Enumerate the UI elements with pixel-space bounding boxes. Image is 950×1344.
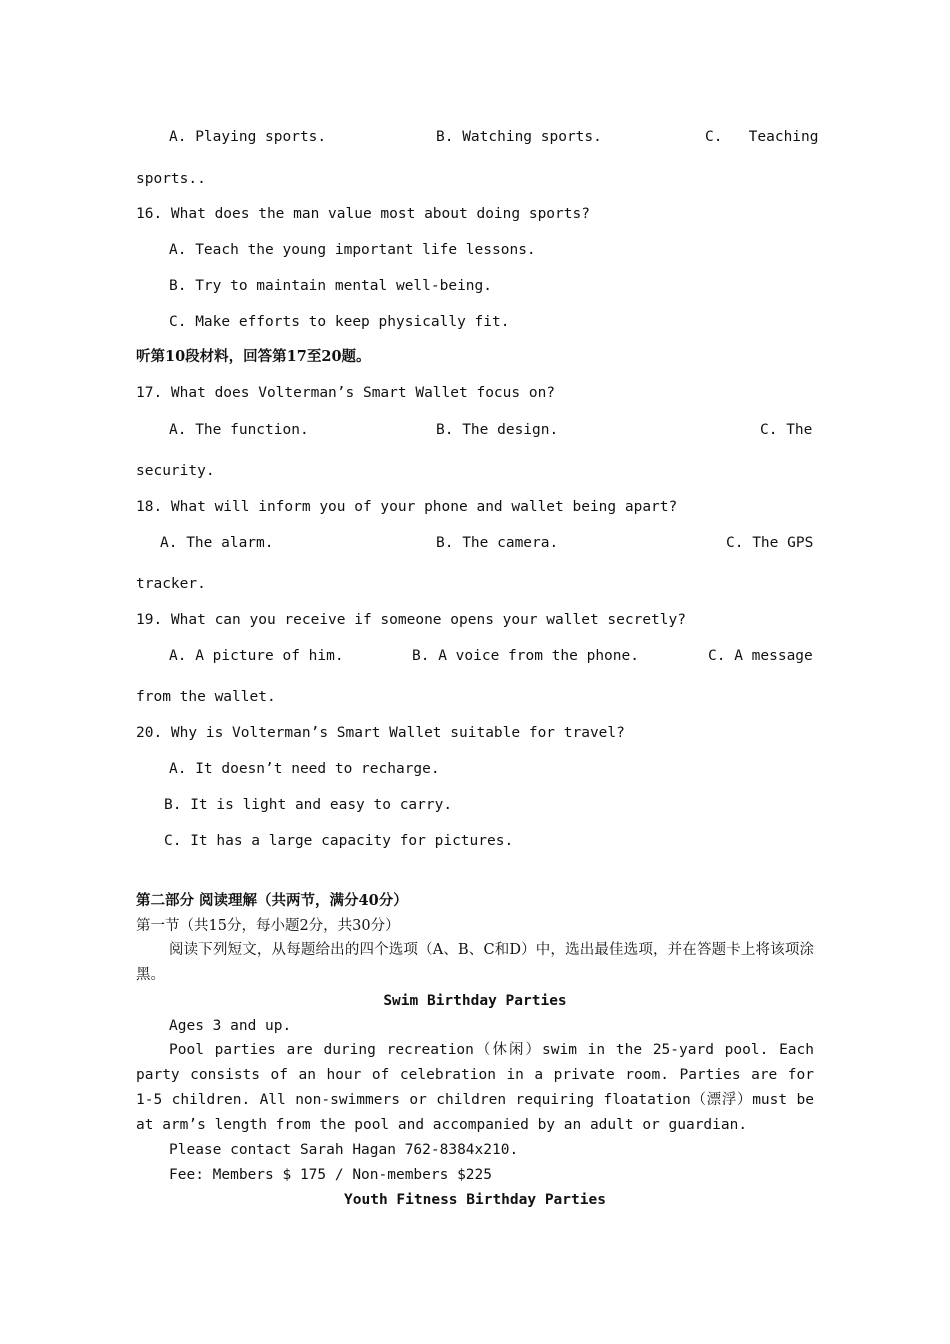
q20-option-c: C. It has a large capacity for pictures. xyxy=(164,833,514,849)
q18-option-c: C. The GPS xyxy=(726,535,814,551)
q15-option-c-continued: sports.. xyxy=(136,171,206,187)
passage-title: Swim Birthday Parties xyxy=(383,993,567,1009)
q20-option-a: A. It doesn’t need to recharge. xyxy=(169,761,440,777)
q18-option-b: B. The camera. xyxy=(436,535,559,551)
q19-option-c: C. A message xyxy=(708,648,813,664)
q15-option-c: C. Teaching xyxy=(705,129,819,145)
part2-section1: 第一节（共15分，每小题2分，共30分） xyxy=(136,918,400,934)
q19-option-c-continued: from the wallet. xyxy=(136,689,276,705)
part2-instructions: 阅读下列短文，从每题给出的四个选项（A、B、C和D）中，选出最佳选项，并在答题卡上将该项涂黑。 xyxy=(136,942,814,983)
q16-option-c: C. Make efforts to keep physically fit. xyxy=(169,314,510,330)
q17-option-b: B. The design. xyxy=(436,422,559,438)
q16-question: 16. What does the man value most about doing sports? xyxy=(136,206,590,222)
q15-option-b: B. Watching sports. xyxy=(436,129,602,145)
q19-question: 19. What can you receive if someone opens your wallet secretly? xyxy=(136,612,686,628)
next-passage-title: Youth Fitness Birthday Parties xyxy=(344,1192,606,1208)
q17-question: 17. What does Volterman’s Smart Wallet focus on? xyxy=(136,385,556,401)
part2-heading: 第二部分 阅读理解（共两节，满分40分） xyxy=(136,892,408,909)
q18-option-a: A. The alarm. xyxy=(160,535,274,551)
q17-option-a: A. The function. xyxy=(169,422,309,438)
q19-option-a: A. A picture of him. xyxy=(169,648,344,664)
q17-option-c: C. The xyxy=(760,422,813,438)
passage-ages: Ages 3 and up. xyxy=(169,1018,292,1034)
passage-body: Pool parties are during recreation（休闲）swim in the 25-yard pool. Each party consists of an hour of celebration in a private room. Parties are for 1-5 children. All non-swimmers or children requiring floatation（漂浮）must be at arm’s length from the pool and accompanied by an adult or guardian. xyxy=(136,1042,814,1133)
q17-option-c-continued: security. xyxy=(136,463,215,479)
passage-fee: Fee: Members $ 175 / Non-members $225 xyxy=(169,1167,493,1183)
section-10-heading: 听第10段材料，回答第17至20题。 xyxy=(136,348,371,365)
q15-option-a: A. Playing sports. xyxy=(169,129,327,145)
q19-option-b: B. A voice from the phone. xyxy=(412,648,639,664)
q20-question: 20. Why is Volterman’s Smart Wallet suitable for travel? xyxy=(136,725,625,741)
q20-option-b: B. It is light and easy to carry. xyxy=(164,797,453,813)
q18-option-c-continued: tracker. xyxy=(136,576,206,592)
q16-option-b: B. Try to maintain mental well-being. xyxy=(169,278,493,294)
passage-contact: Please contact Sarah Hagan 762-8384x210. xyxy=(169,1142,519,1158)
q16-option-a: A. Teach the young important life lessons. xyxy=(169,242,536,258)
q18-question: 18. What will inform you of your phone and wallet being apart? xyxy=(136,499,678,515)
